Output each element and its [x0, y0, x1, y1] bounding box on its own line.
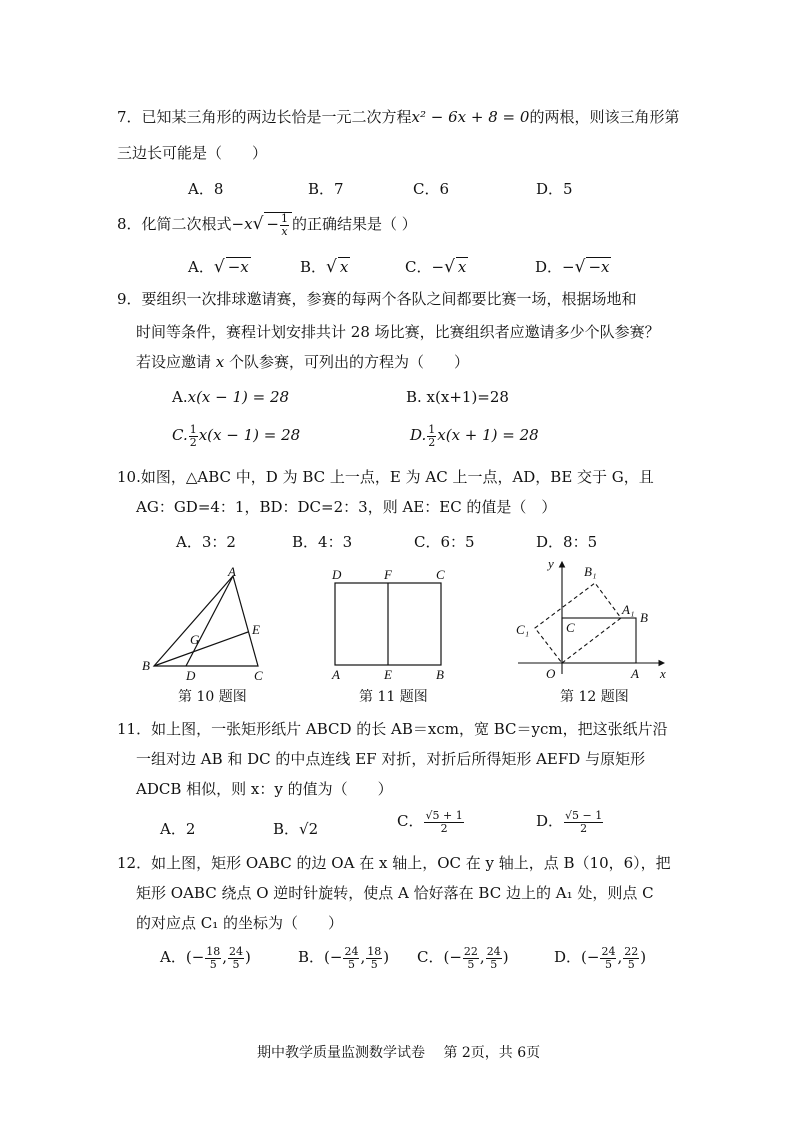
label-x: x [660, 666, 666, 681]
q7-line1: 7．已知某三角形的两边长恰是一元二次方程x² − 6x + 8 = 0的两根，则该三角形第 [117, 108, 680, 126]
label-c: C [254, 668, 263, 682]
label-d: D [332, 567, 342, 582]
q7-equation: x² − 6x + 8 = 0 [411, 108, 530, 126]
label-e: E [252, 622, 260, 637]
figure-12-coordinate [510, 556, 672, 684]
q9-option-d[interactable]: D. $\frac{1}{2}$ x(x + 1) = 28 [410, 423, 539, 449]
q9-line2: 时间等条件，赛程计划安排共计 28 场比赛，比赛组织者应邀请多少个队参赛？ [136, 323, 660, 341]
figure-11-rectangle [326, 566, 454, 684]
label-c: C [436, 567, 445, 582]
q10-line2: AG：GD=4：1，BD：DC=2：3，则 AE：EC 的值是（ ） [136, 498, 557, 516]
label-c1: C₁ [516, 622, 530, 637]
label-f: F [384, 567, 392, 582]
label-e: E [384, 667, 392, 682]
figure-12-caption: 第 12 题图 [560, 689, 629, 705]
q12-option-a[interactable]: A．(− $\frac{18}{5}$ , $\frac{24}{5}$ ) [160, 945, 251, 971]
q10-option-c[interactable]: C．6：5 [414, 533, 475, 551]
label-o: O [546, 666, 556, 681]
q9-option-b[interactable]: B. x(x+1)=28 [406, 388, 509, 406]
q9-option-a[interactable]: A.x(x − 1) = 28 [172, 388, 290, 406]
triangle-abc [154, 576, 258, 666]
label-c: C [566, 620, 575, 635]
label-a: A [228, 564, 236, 579]
q8-line: 8．化简二次根式−x√ − $\frac{1}{x}$ 的正确结果是（ ） [117, 212, 417, 238]
q12-line1: 12．如上图，矩形 OABC 的边 OA 在 x 轴上，OC 在 y 轴上，点 B（10，6），把 [117, 854, 671, 872]
q8-option-b[interactable]: B．√ x [300, 257, 349, 277]
figure-10-triangle [140, 564, 280, 682]
q12-line3: 的对应点 C₁ 的坐标为（ ） [136, 914, 344, 932]
q10-line1: 10.如图，△ABC 中，D 为 BC 上一点，E 为 AC 上一点，AD，BE 交于 G，且 [117, 468, 654, 486]
page-footer: 期中教学质量监测数学试卷 第 2页，共 6页 [257, 1045, 541, 1061]
label-b1: B₁ [584, 564, 597, 579]
q7-option-d[interactable]: D．5 [536, 180, 573, 198]
label-a: A [631, 666, 639, 681]
q11-line3: ADCB 相似，则 x：y 的值为（ ） [136, 780, 393, 798]
q7-option-a[interactable]: A．8 [188, 180, 224, 198]
q7-option-c[interactable]: C．6 [413, 180, 450, 198]
q10-option-d[interactable]: D．8：5 [536, 533, 598, 551]
rotated-rectangle [535, 583, 621, 663]
q10-option-b[interactable]: B．4：3 [292, 533, 353, 551]
q11-option-c[interactable]: C． $\frac{√5 + 1}{2}$ [397, 809, 463, 835]
q8-option-d[interactable]: D．−√ −x [535, 257, 610, 277]
q9-line1: 9．要组织一次排球邀请赛，参赛的每两个各队之间都要比赛一场，根据场地和 [117, 290, 637, 308]
q8-option-c[interactable]: C．−√ x [405, 257, 467, 277]
label-a1: A₁ [622, 602, 635, 617]
label-d: D [186, 668, 196, 682]
q11-option-d[interactable]: D． $\frac{√5 - 1}{2}$ [536, 809, 603, 835]
label-y: y [548, 556, 554, 571]
label-b: B [436, 667, 444, 682]
q11-line2: 一组对边 AB 和 DC 的中点连线 EF 对折，对折后所得矩形 AEFD 与原矩形 [136, 750, 646, 768]
label-b: B [640, 610, 648, 625]
q7-option-b[interactable]: B．7 [308, 180, 344, 198]
q7-line2: 三边长可能是（ ） [117, 144, 268, 162]
q12-option-d[interactable]: D．(− $\frac{24}{5}$ , $\frac{22}{5}$ ) [554, 945, 647, 971]
label-g: G [190, 632, 200, 647]
label-b: B [142, 658, 150, 673]
q11-line1: 11．如上图，一张矩形纸片 ABCD 的长 AB＝xcm，宽 BC＝ycm，把这张纸片沿 [117, 720, 668, 738]
q9-line3: 若设应邀请 x 个队参赛，可列出的方程为（ ） [136, 353, 470, 371]
q11-option-b[interactable]: B．√2 [273, 820, 319, 838]
figure-10-caption: 第 10 题图 [178, 689, 247, 705]
q12-line2: 矩形 OABC 绕点 O 逆时针旋转，使点 A 恰好落在 BC 边上的 A₁ 处，则点 C [136, 884, 654, 902]
figure-11-caption: 第 11 题图 [359, 689, 428, 705]
q8-option-a[interactable]: A．√ −x [188, 257, 249, 277]
label-a: A [332, 667, 340, 682]
q12-option-b[interactable]: B．(− $\frac{24}{5}$ , $\frac{18}{5}$ ) [298, 945, 390, 971]
q9-option-c[interactable]: C. $\frac{1}{2}$ x(x − 1) = 28 [172, 423, 301, 449]
q11-option-a[interactable]: A．2 [160, 820, 196, 838]
q10-option-a[interactable]: A．3：2 [176, 533, 236, 551]
q12-option-c[interactable]: C．(− $\frac{22}{5}$ , $\frac{24}{5}$ ) [417, 945, 509, 971]
